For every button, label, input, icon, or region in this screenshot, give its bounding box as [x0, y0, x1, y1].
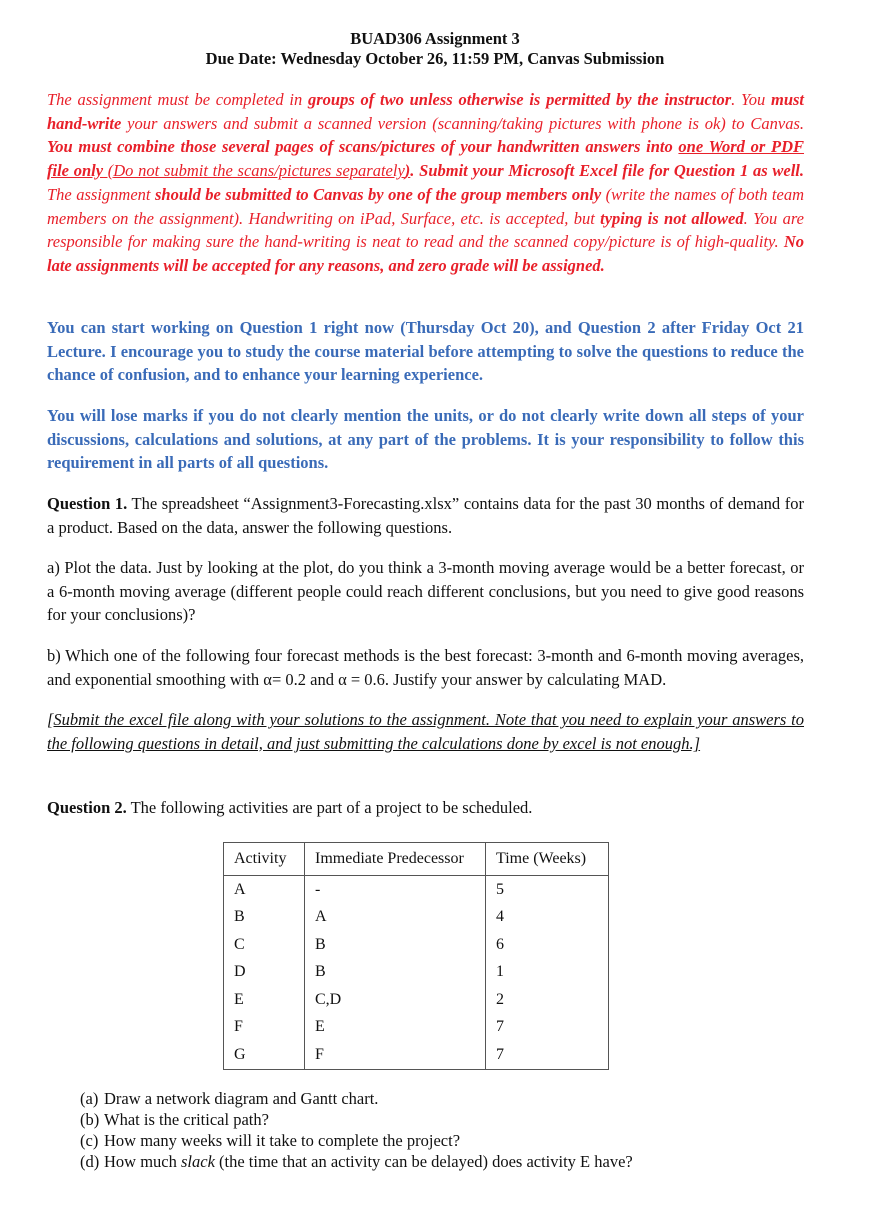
- table-row: [224, 1041, 609, 1069]
- question-1-part-a: a) Plot the data. Just by looking at the plot, do you think a 3-month moving average would be a better forecast, or a 6-month moving average (different people could reach different conclusions, but you need to give good reasons for your conclusions)?: [47, 558, 804, 625]
- instr-emphasis: Submit your Microsoft Excel file for Question 1 as well.: [419, 161, 804, 181]
- cell-activity: E: [224, 986, 305, 1014]
- header-predecessor: Immediate Predecessor: [305, 843, 486, 876]
- table-row: [224, 931, 609, 959]
- question-1-part-b: b) Which one of the following four forecast methods is the best forecast: 3-month and 6-month moving averages, and exponential smoothing with α= 0.2 and α = 0.6. Justify your answer by calculating MAD.: [47, 646, 804, 689]
- marks-warning: You will lose marks if you do not clearly mention the units, or do not clearly write down all steps of your discussions, calculations and solutions, at any part of the problems. It is your responsibility to follow this requirement in all parts of all questions.: [47, 406, 804, 473]
- item-marker: (b): [80, 1110, 100, 1129]
- question-2-parts: [80, 1088, 800, 1172]
- question-2-intro: [47, 796, 804, 820]
- table-row: [224, 986, 609, 1014]
- cell-activity: A: [224, 876, 305, 904]
- cell-predecessor: A: [305, 904, 486, 932]
- item-marker: (d): [80, 1152, 100, 1171]
- activity-table: [223, 842, 609, 1070]
- header-time: Time (Weeks): [486, 843, 609, 876]
- item-marker: (a): [80, 1089, 99, 1108]
- instr-emphasis: typing is not allowed: [600, 208, 744, 228]
- item-marker: (c): [80, 1131, 99, 1150]
- list-item: [80, 1151, 800, 1172]
- question-2-title: Question 2.: [47, 798, 127, 817]
- question-1-text: The spreadsheet “Assignment3-Forecasting.xlsx” contains data for the past 30 months of demand for a product. Based on the data, answer the following questions.: [47, 494, 805, 537]
- due-date: Due Date: Wednesday October 26, 11:59 PM, Canvas Submission: [205, 49, 665, 68]
- table-row: [224, 876, 609, 904]
- cell-time: 7: [486, 1041, 609, 1069]
- instr-text: The assignment: [47, 184, 155, 204]
- item-text-pre: How much: [104, 1152, 181, 1171]
- instr-emphasis: must hand-write: [47, 90, 805, 133]
- instr-text: .: [410, 161, 420, 181]
- cell-time: 4: [486, 904, 609, 932]
- instr-emphasis: groups of two unless otherwise is permitted by the instructor: [307, 90, 732, 109]
- list-item: [80, 1130, 800, 1151]
- submission-instructions: [47, 88, 804, 278]
- cell-predecessor: B: [305, 959, 486, 987]
- table-row: [224, 904, 609, 932]
- cell-predecessor: F: [305, 1041, 486, 1069]
- cell-activity: F: [224, 1014, 305, 1042]
- item-text: [104, 1151, 633, 1172]
- instr-emphasis: should be submitted to Canvas by one of the group members only: [154, 184, 602, 204]
- cell-predecessor: E: [305, 1014, 486, 1042]
- item-text: Draw a network diagram and Gantt chart.: [104, 1089, 379, 1108]
- cell-predecessor: B: [305, 931, 486, 959]
- list-item: [80, 1088, 800, 1109]
- table-row: [224, 1014, 609, 1042]
- table-header-row: [224, 843, 609, 876]
- document-title: BUAD306 Assignment 3: [350, 29, 520, 48]
- question-2-text: The following activities are part of a project to be scheduled.: [126, 798, 533, 817]
- instr-text: (write the names of both team members on the assignment). Handwriting on iPad, Surface, etc. is accepted, but: [47, 184, 805, 228]
- schedule-note: You can start working on Question 1 right now (Thursday Oct 20), and Question 2 after Friday Oct 21 Lecture. I encourage you to study the course material before attempting to solve the questions to reduce the chance of confusion, and to enhance your learning experience.: [47, 318, 804, 385]
- instr-emphasis-underlined: one Word or PDF file only: [47, 137, 804, 181]
- instr-text: The assignment must be completed in: [47, 90, 308, 109]
- instr-text: ): [404, 161, 411, 181]
- instr-text: . You are responsible for making sure the hand-writing is neat to read and the scanned copy/picture is of high-quality.: [47, 208, 804, 252]
- table-row: [224, 959, 609, 987]
- item-text-emphasis: slack: [181, 1152, 215, 1171]
- cell-activity: B: [224, 904, 305, 932]
- cell-predecessor: -: [305, 876, 486, 904]
- cell-time: 7: [486, 1014, 609, 1042]
- instr-text: . You: [731, 90, 771, 109]
- question-1-intro: [47, 492, 804, 539]
- item-text: How many weeks will it take to complete the project?: [104, 1131, 461, 1150]
- instr-text: your answers and submit a scanned version (scanning/taking pictures with phone is ok) to Canvas.: [121, 113, 804, 133]
- cell-activity: C: [224, 931, 305, 959]
- instr-text: (: [103, 161, 114, 181]
- instr-emphasis: No late assignments will be accepted for any reasons, and zero grade will be assigned.: [47, 232, 804, 275]
- cell-time: 6: [486, 931, 609, 959]
- instr-emphasis: You must combine those several pages of scans/pictures of your handwritten answers into: [47, 137, 679, 157]
- question-1-title: Question 1.: [47, 494, 128, 513]
- cell-activity: D: [224, 959, 305, 987]
- header-activity: Activity: [224, 843, 305, 876]
- cell-time: 2: [486, 986, 609, 1014]
- excel-submission-note: [Submit the excel file along with your solutions to the assignment. Note that you need to explain your answers to the following questions in detail, and just submitting the calculations done by excel is not enough.]: [47, 710, 804, 753]
- instr-text-underlined: Do not submit the scans/pictures separately: [113, 161, 405, 181]
- cell-activity: G: [224, 1041, 305, 1069]
- list-item: [80, 1109, 800, 1130]
- cell-time: 5: [486, 876, 609, 904]
- cell-time: 1: [486, 959, 609, 987]
- cell-predecessor: C,D: [305, 986, 486, 1014]
- item-text-post: (the time that an activity can be delayed) does activity E have?: [214, 1152, 633, 1171]
- item-text: What is the critical path?: [104, 1110, 269, 1129]
